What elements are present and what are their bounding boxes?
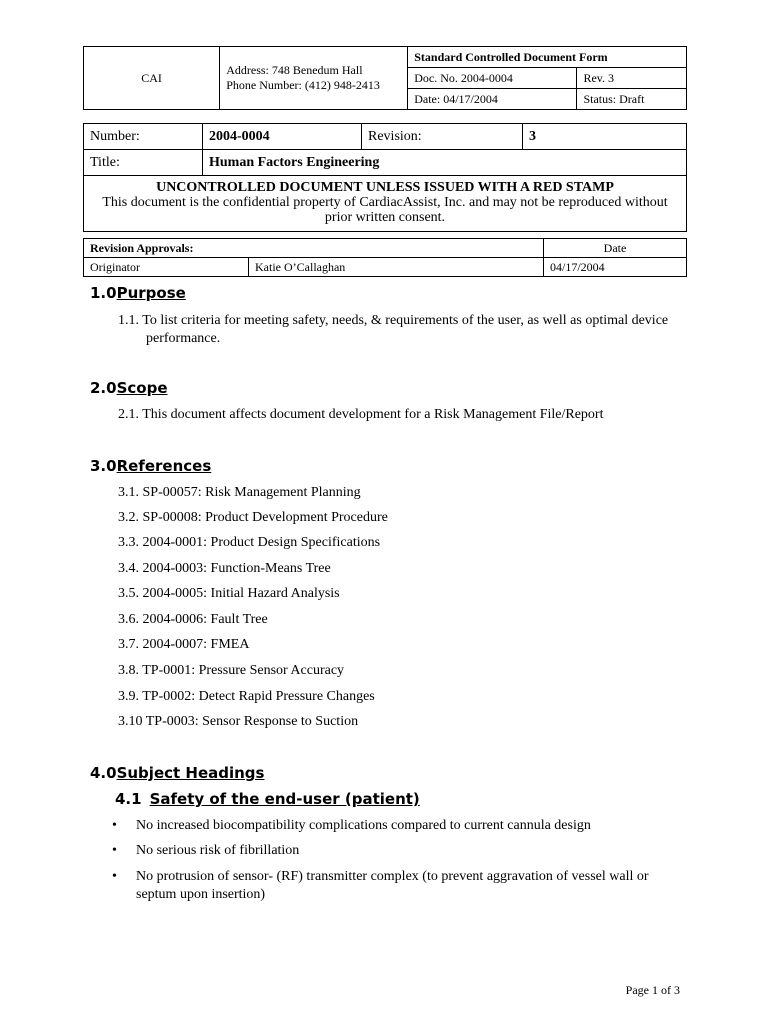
list-item: 2.1. This document affects document development for a Risk Management File/Report bbox=[118, 407, 604, 422]
revision-label: Revision: bbox=[362, 124, 523, 150]
approver-role: Originator bbox=[84, 258, 249, 277]
org-cell: CAI bbox=[84, 47, 220, 110]
reference-item: 3.5. 2004-0005: Initial Hazard Analysis bbox=[118, 586, 340, 601]
revision-approvals-table bbox=[83, 238, 687, 277]
section-heading-purpose bbox=[90, 284, 186, 302]
section-title: References bbox=[116, 457, 212, 475]
contact-cell bbox=[220, 47, 408, 110]
bullet-item bbox=[112, 868, 682, 904]
document-meta-table bbox=[83, 123, 687, 232]
section-number: 4.0 bbox=[90, 764, 117, 782]
approval-date: 04/17/2004 bbox=[544, 258, 687, 277]
reference-item: 3.6. 2004-0006: Fault Tree bbox=[118, 612, 268, 627]
section-number: 3.0 bbox=[90, 457, 117, 475]
bullet-text: No protrusion of sensor- (RF) transmitter complex (to prevent aggravation of vessel wall or septum upon insertion) bbox=[136, 869, 649, 902]
section-title: Scope bbox=[116, 379, 168, 397]
reference-item: 3.8. TP-0001: Pressure Sensor Accuracy bbox=[118, 663, 345, 678]
list-item-text: 1.1. To list criteria for meeting safety, needs, & requirements of the user, as well as optimal device performance. bbox=[118, 313, 669, 346]
address: Address: 748 Benedum Hall bbox=[226, 63, 363, 77]
bullet-text: No serious risk of fibrillation bbox=[136, 843, 300, 858]
document-header-table bbox=[83, 46, 687, 110]
title-value: Human Factors Engineering bbox=[203, 150, 687, 176]
subsection-title: Safety of the end-user (patient) bbox=[149, 790, 420, 808]
approvals-date-header: Date bbox=[544, 239, 687, 258]
notice-text: This document is the confidential property of CardiacAssist, Inc. and may not be reproduced without prior written consent. bbox=[102, 195, 668, 225]
notice-title: UNCONTROLLED DOCUMENT UNLESS ISSUED WITH A RED STAMP bbox=[156, 180, 614, 195]
reference-item: 3.9. TP-0002: Detect Rapid Pressure Changes bbox=[118, 689, 375, 704]
subsection-heading-safety bbox=[115, 790, 420, 808]
title-label: Title: bbox=[84, 150, 203, 176]
reference-item: 3.2. SP-00008: Product Development Procedure bbox=[118, 510, 388, 525]
bullet-text: No increased biocompatibility complications compared to current cannula design bbox=[136, 818, 591, 833]
page-number: Page 1 of 3 bbox=[625, 983, 680, 997]
reference-item: 3.7. 2004-0007: FMEA bbox=[118, 637, 250, 652]
section-title: Subject Headings bbox=[116, 764, 265, 782]
reference-item: 3.4. 2004-0003: Function-Means Tree bbox=[118, 561, 331, 576]
bullet-item bbox=[112, 842, 682, 860]
section-number: 2.0 bbox=[90, 379, 117, 397]
doc-number: Doc. No. 2004-0004 bbox=[408, 68, 577, 89]
section-heading-references bbox=[90, 457, 211, 475]
reference-item: 3.10 TP-0003: Sensor Response to Suction bbox=[118, 714, 359, 729]
date: Date: 04/17/2004 bbox=[408, 89, 577, 110]
section-heading-scope bbox=[90, 379, 168, 397]
status: Status: Draft bbox=[577, 89, 687, 110]
form-title: Standard Controlled Document Form bbox=[408, 47, 687, 68]
bullet-icon: • bbox=[112, 869, 117, 884]
revision: Rev. 3 bbox=[577, 68, 687, 89]
number-label: Number: bbox=[84, 124, 203, 150]
section-title: Purpose bbox=[116, 284, 186, 302]
reference-item: 3.3. 2004-0001: Product Design Specifications bbox=[118, 535, 381, 550]
approvals-label: Revision Approvals: bbox=[84, 239, 544, 258]
approver-name: Katie O’Callaghan bbox=[249, 258, 544, 277]
subsection-number: 4.1 bbox=[115, 790, 142, 808]
section-number: 1.0 bbox=[90, 284, 117, 302]
list-item bbox=[118, 312, 678, 348]
section-heading-subject bbox=[90, 764, 264, 782]
bullet-icon: • bbox=[112, 843, 117, 858]
bullet-icon: • bbox=[112, 818, 117, 833]
reference-item: 3.1. SP-00057: Risk Management Planning bbox=[118, 485, 361, 500]
phone: Phone Number: (412) 948-2413 bbox=[226, 78, 380, 92]
notice bbox=[84, 176, 687, 232]
revision-value: 3 bbox=[523, 124, 687, 150]
bullet-item bbox=[112, 817, 682, 835]
number-value: 2004-0004 bbox=[203, 124, 362, 150]
